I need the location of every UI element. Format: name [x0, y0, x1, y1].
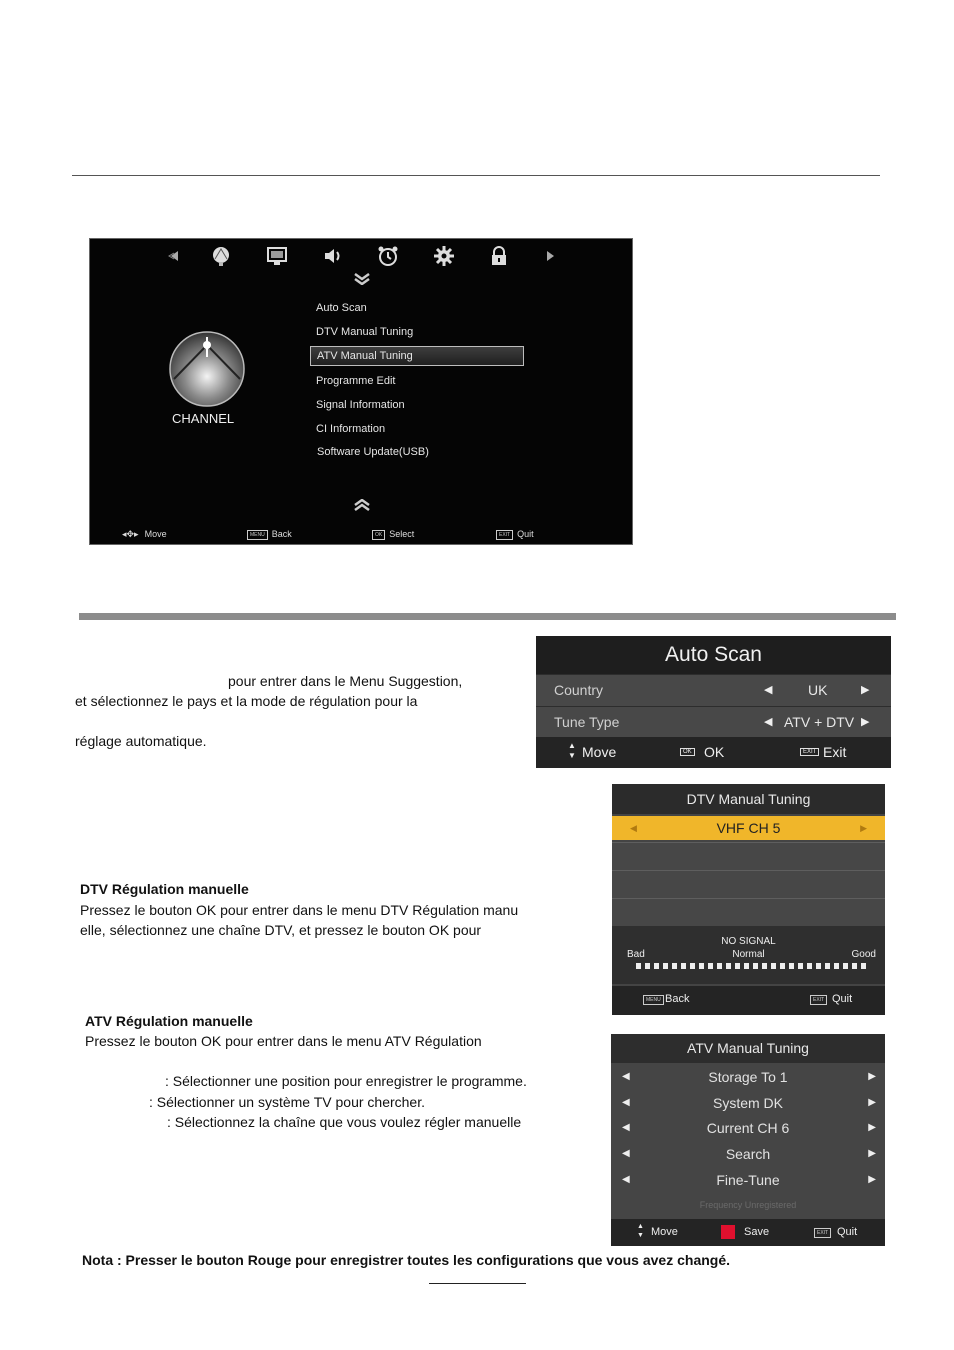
dtv-title: DTV Manual Tuning — [612, 784, 885, 814]
atv-left-arrow-icon[interactable]: ◀ — [622, 1071, 630, 1082]
atv-row-search[interactable] — [611, 1142, 885, 1168]
atv-manual-tuning-panel — [611, 1034, 885, 1246]
country-left-arrow-icon[interactable]: ◀ — [764, 684, 773, 696]
auto-scan-panel — [536, 636, 891, 768]
top-divider — [72, 175, 880, 176]
dtv-right-arrow-icon[interactable]: ▶ — [860, 823, 867, 833]
auto-scan-exit-key-icon: EXIT — [800, 748, 819, 756]
dtv-blank-row — [612, 870, 885, 898]
signal-good-label: Good — [851, 949, 876, 960]
gear-icon[interactable] — [433, 245, 455, 267]
tune-type-row[interactable] — [536, 706, 891, 738]
atv-row-search-label: Search — [725, 1146, 771, 1162]
country-label: Country — [554, 682, 604, 698]
dtv-blank-row — [612, 842, 885, 870]
right-arrow-icon[interactable] — [539, 245, 561, 267]
atv-row-current-ch[interactable] — [611, 1116, 885, 1142]
footer-select-label: Select — [389, 529, 415, 539]
footer-select — [372, 529, 414, 540]
atv-text-line3: : Sélectionner un système TV pour chercher. — [149, 1094, 425, 1110]
lock-icon[interactable] — [488, 245, 510, 267]
atv-left-arrow-icon[interactable]: ◀ — [622, 1174, 630, 1185]
dtv-channel-selector[interactable] — [612, 816, 885, 840]
signal-status: NO SIGNAL — [721, 936, 776, 947]
dtv-exit-key-icon: EXIT — [810, 995, 827, 1005]
country-value: UK — [808, 682, 828, 698]
atv-right-arrow-icon[interactable]: ▶ — [868, 1122, 876, 1133]
menu-item-ci-information[interactable]: CI Information — [316, 423, 386, 435]
dtv-channel-value: VHF CH 5 — [716, 820, 781, 836]
red-button-icon — [721, 1225, 735, 1239]
signal-strength-bar — [636, 963, 870, 969]
tune-type-value: ATV + DTV — [784, 714, 855, 730]
speaker-icon[interactable] — [322, 245, 344, 267]
dtv-left-arrow-icon[interactable]: ◀ — [630, 823, 637, 833]
exit-key-icon: EXIT — [496, 530, 513, 540]
atv-text-line4: : Sélectionnez la chaîne que vous voulez régler manuelle — [167, 1114, 522, 1130]
auto-scan-text-line2: et sélectionnez le pays et la mode de régulation pour la — [75, 693, 418, 709]
tune-type-label: Tune Type — [554, 714, 620, 730]
menu-key-icon: MENU — [247, 530, 268, 540]
dtv-blank-row — [612, 898, 885, 926]
auto-scan-ok-key-icon: OK — [680, 748, 695, 756]
country-row[interactable] — [536, 674, 891, 706]
tune-type-right-arrow-icon[interactable]: ▶ — [861, 716, 870, 728]
left-arrow-icon[interactable] — [164, 245, 186, 267]
atv-title: ATV Manual Tuning — [611, 1034, 885, 1063]
country-right-arrow-icon[interactable]: ▶ — [861, 684, 870, 696]
dtv-quit-label: Quit — [832, 993, 853, 1005]
atv-row-system[interactable] — [611, 1091, 885, 1117]
auto-scan-title: Auto Scan — [536, 636, 891, 674]
category-label: CHANNEL — [172, 411, 235, 426]
auto-scan-ok-label: OK — [704, 744, 725, 760]
atv-updown-arrow-icon: ▲ ▼ — [637, 1223, 644, 1239]
atv-text-line2: : Sélectionner une position pour enregistrer le programme. — [165, 1073, 527, 1089]
page-number-rule — [429, 1283, 526, 1284]
section-divider — [79, 613, 896, 620]
dtv-text-line2: elle, sélectionnez une chaîne DTV, et pressez le bouton OK pour — [80, 922, 482, 938]
footer-quit-label: Quit — [517, 529, 534, 539]
dtv-manual-tuning-panel — [612, 784, 885, 1015]
atv-move-label: Move — [651, 1226, 678, 1238]
atv-left-arrow-icon[interactable]: ◀ — [622, 1148, 630, 1159]
note-text: Nota : Presser le bouton Rouge pour enregistrer toutes les configurations que vous avez changé. — [82, 1252, 731, 1268]
dtv-footer — [612, 986, 885, 1015]
atv-quit-label: Quit — [837, 1226, 858, 1238]
updown-arrow-icon: ▲ ▼ — [568, 741, 576, 760]
dtv-menu-key-icon: MENU — [643, 995, 664, 1005]
signal-normal-label: Normal — [732, 949, 765, 960]
satellite-icon[interactable] — [210, 245, 232, 267]
picture-icon[interactable] — [266, 245, 288, 267]
channel-category-icon — [166, 327, 248, 407]
atv-right-arrow-icon[interactable]: ▶ — [868, 1097, 876, 1108]
scroll-down-chevron-icon[interactable] — [352, 273, 372, 285]
atv-row-fine-tune-label: Fine-Tune — [716, 1172, 780, 1188]
footer-move-label: Move — [144, 529, 167, 539]
tune-type-left-arrow-icon[interactable]: ◀ — [764, 716, 773, 728]
menu-item-dtv-manual-tuning[interactable]: DTV Manual Tuning — [316, 326, 414, 338]
atv-row-fine-tune[interactable] — [611, 1168, 885, 1194]
signal-bad-label: Bad — [627, 949, 645, 960]
footer-move — [122, 529, 167, 540]
scroll-up-chevron-icon[interactable] — [352, 499, 372, 511]
ok-key-icon: OK — [372, 530, 385, 540]
alarm-clock-icon[interactable] — [377, 245, 399, 267]
dpad-icon: ◂✥▸ — [122, 529, 139, 539]
atv-footer — [611, 1219, 885, 1246]
dtv-heading: DTV Régulation manuelle — [80, 881, 249, 897]
atv-right-arrow-icon[interactable]: ▶ — [868, 1174, 876, 1185]
dtv-text-line1: Pressez le bouton OK pour entrer dans le menu DTV Régulation manu — [80, 902, 519, 918]
atv-right-arrow-icon[interactable]: ▶ — [868, 1071, 876, 1082]
atv-save-label: Save — [744, 1226, 770, 1238]
auto-scan-text-line1: pour entrer dans le Menu Suggestion, — [228, 673, 463, 689]
footer-quit — [496, 529, 534, 540]
menu-item-software-update[interactable]: Software Update(USB) — [317, 446, 429, 458]
menu-item-atv-manual-tuning[interactable]: ATV Manual Tuning — [310, 346, 524, 366]
footer-back — [247, 529, 292, 540]
atv-right-arrow-icon[interactable]: ▶ — [868, 1148, 876, 1159]
atv-exit-key-icon: EXIT — [814, 1228, 831, 1238]
atv-row-system-label: System DK — [712, 1095, 783, 1111]
atv-row-current-ch-label: Current CH 6 — [706, 1120, 790, 1136]
atv-left-arrow-icon[interactable]: ◀ — [622, 1097, 630, 1108]
signal-meter — [612, 926, 885, 984]
menu-item-auto-scan[interactable]: Auto Scan — [316, 302, 367, 314]
auto-scan-footer — [536, 737, 891, 768]
menu-item-signal-information[interactable]: Signal Information — [316, 399, 405, 411]
auto-scan-exit-label: Exit — [823, 744, 847, 760]
atv-left-arrow-icon[interactable]: ◀ — [622, 1122, 630, 1133]
dtv-back-label: Back — [665, 993, 690, 1005]
atv-heading: ATV Régulation manuelle — [85, 1013, 253, 1029]
atv-row-storage[interactable] — [611, 1065, 885, 1091]
menu-item-programme-edit[interactable]: Programme Edit — [316, 375, 396, 387]
channel-menu-screenshot — [89, 238, 633, 545]
auto-scan-text-line3: réglage automatique. — [75, 733, 207, 749]
atv-frequency: Frequency Unregistered — [699, 1200, 797, 1210]
atv-row-storage-label: Storage To 1 — [708, 1069, 788, 1085]
footer-back-label: Back — [271, 529, 292, 539]
auto-scan-move-label: Move — [582, 744, 617, 760]
atv-text-line1: Pressez le bouton OK pour entrer dans le menu ATV Régulation — [85, 1033, 482, 1049]
